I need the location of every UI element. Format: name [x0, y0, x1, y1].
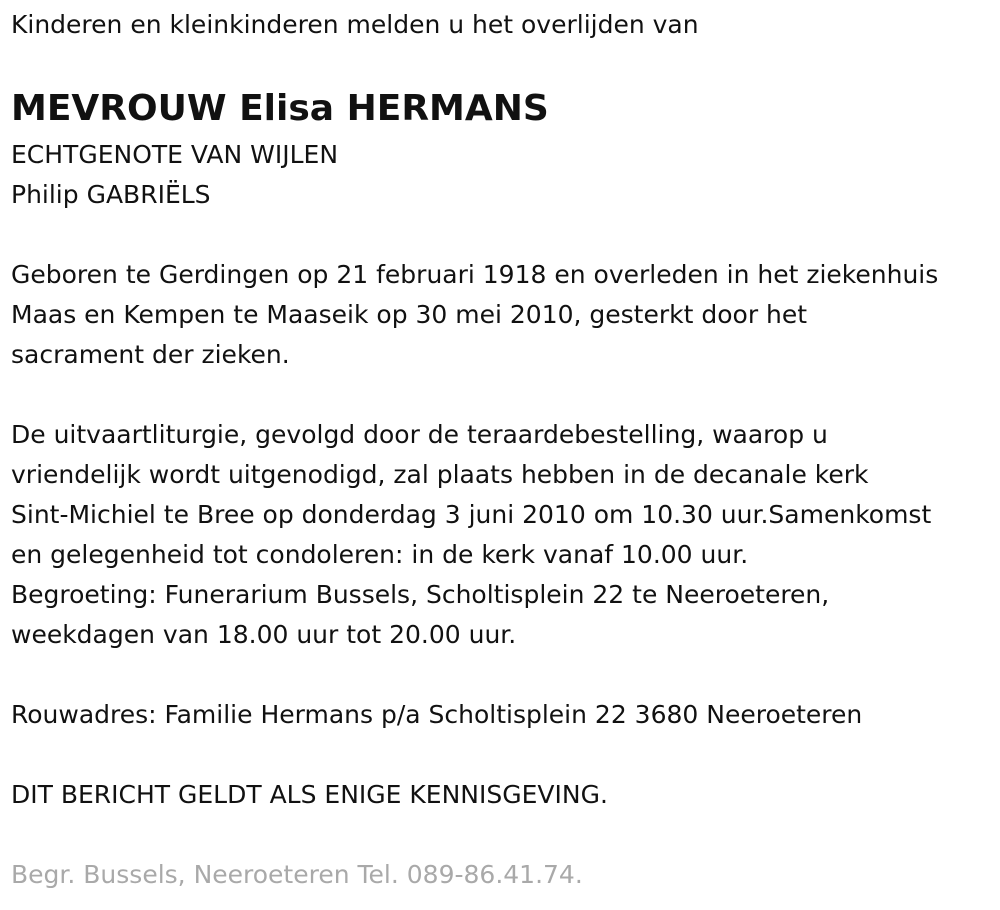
spacer	[11, 815, 991, 855]
spacer	[11, 215, 991, 255]
funeral-line: en gelegenheid tot condoleren: in de kerk vanaf 10.00 uur.	[11, 540, 749, 569]
funeral-line: Sint-Michiel te Bree op donderdag 3 juni 2010 om 10.30 uur.Samenkomst	[11, 500, 932, 529]
spacer	[11, 375, 991, 415]
birth-death-paragraph	[11, 255, 991, 375]
spouse-name: Philip GABRIËLS	[11, 180, 211, 209]
birth-death-line: sacrament der zieken.	[11, 340, 290, 369]
funeral-line: Begroeting: Funerarium Bussels, Scholtisplein 22 te Neeroeteren,	[11, 580, 830, 609]
spouse-label: ECHTGENOTE VAN WIJLEN	[11, 140, 339, 169]
closing-statement: DIT BERICHT GELDT ALS ENIGE KENNISGEVING.	[11, 780, 608, 809]
death-notice	[11, 0, 991, 895]
mourning-address: Rouwadres: Familie Hermans p/a Scholtisplein 22 3680 Neeroeteren	[11, 700, 863, 729]
funeral-home-contact: Begr. Bussels, Neeroeteren Tel. 089-86.41.74.	[11, 860, 583, 889]
birth-death-line: Geboren te Gerdingen op 21 februari 1918 en overleden in het ziekenhuis	[11, 260, 939, 289]
funeral-line: De uitvaartliturgie, gevolgd door de teraardebestelling, waarop u	[11, 420, 828, 449]
spacer	[11, 655, 991, 695]
birth-death-line: Maas en Kempen te Maaseik op 30 mei 2010, gesterkt door het	[11, 300, 808, 329]
intro-text: Kinderen en kleinkinderen melden u het overlijden van	[11, 10, 699, 39]
funeral-paragraph	[11, 415, 991, 655]
funeral-line: vriendelijk wordt uitgenodigd, zal plaats hebben in de decanale kerk	[11, 460, 869, 489]
funeral-line: weekdagen van 18.00 uur tot 20.00 uur.	[11, 620, 517, 649]
deceased-name: MEVROUW Elisa HERMANS	[11, 88, 549, 129]
spacer	[11, 735, 991, 775]
